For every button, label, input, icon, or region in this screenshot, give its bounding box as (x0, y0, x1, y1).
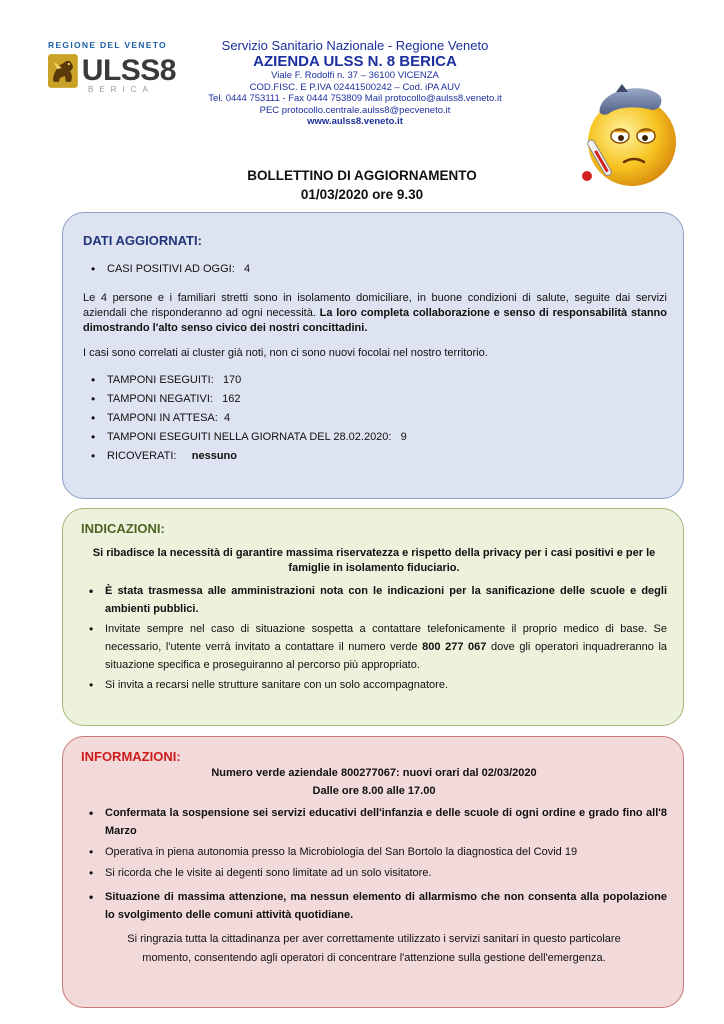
item-value: nessuno (191, 450, 237, 462)
letterhead (190, 38, 520, 127)
dati-paragraph-1 (83, 291, 667, 336)
casi-list (83, 262, 667, 277)
item2-text-a: Invitate sempre nel caso di situazione sospetta a contattare telefonicamente il proprio medico di base. Se necessario, l'utente verrà invitato a contattare il numero verde (105, 623, 667, 653)
indicazioni-intro: Si ribadisce la necessità di garantire massima riservatezza e rispetto della privacy per i casi positivi e per le famiglie in isolamento fiduciario. (92, 547, 656, 574)
dati-aggiornati-box (62, 212, 684, 499)
casi-label: CASI POSITIVI AD OGGI: (107, 263, 235, 275)
indicazioni-list (81, 582, 667, 694)
item-label: TAMPONI ESEGUITI: (107, 374, 214, 386)
informazioni-line-2: Dalle ore 8.00 alle 17.00 (312, 785, 436, 797)
list-item: • Confermata la sospensione sei servizi educativi dell'infanzia e delle scuole di ogni ordine e grado fino all'8 Marzo (81, 804, 667, 840)
item-value: 162 (222, 393, 241, 405)
bulletin-title: BOLLETTINO DI AGGIORNAMENTO (247, 168, 477, 183)
ulss8-logo (48, 40, 176, 100)
logo-region-text: REGIONE DEL VENETO (48, 40, 167, 50)
header-address: Viale F. Rodolfi n. 37 – 36100 VICENZA (271, 70, 439, 81)
dati-heading: DATI AGGIORNATI: (83, 233, 202, 248)
header-fiscal: COD.FISC. E P.IVA 02441500242 – Cod. iPA AUV (249, 81, 461, 93)
item-value: 170 (222, 374, 242, 386)
informazioni-list (81, 804, 667, 924)
header-contacts: Tel. 0444 753111 - Fax 0444 753809 Mail protocollo@aulss8.veneto.it (208, 93, 502, 104)
informazioni-line-1: Numero verde aziendale 800277067: nuovi orari dal 02/03/2020 (211, 767, 537, 779)
informazioni-heading: INFORMAZIONI: (81, 749, 181, 764)
logo-sub: BERICA (88, 85, 154, 94)
dati-paragraph-1-text: Le 4 persone e i familiari stretti sono in isolamento domiciliare, in buone condizioni di salute, seguite dai servizi aziendali che risponderanno ad ogni necessità. (83, 292, 667, 319)
list-item (83, 262, 667, 277)
item-label: TAMPONI ESEGUITI NELLA GIORNATA DEL 28.02.2020: (107, 431, 392, 443)
header-website: www.aulss8.veneto.it (307, 116, 403, 127)
dati-paragraph-1-bold: La loro completa collaborazione e senso di responsabilità stanno dimostrando l'alto senso civico dei nostri concittadini. (83, 307, 667, 334)
list-item (81, 620, 667, 674)
header-line-1: Servizio Sanitario Nazionale - Regione Veneto (221, 38, 489, 53)
list-item: • Si invita a recarsi nelle strutture sanitare con un solo accompagnatore. (81, 676, 667, 694)
tamponi-list (83, 371, 667, 466)
list-item (83, 390, 667, 409)
indicazioni-box (62, 508, 684, 726)
header-org-name: AZIENDA ULSS N. 8 BERICA (253, 53, 457, 70)
header-pec: PEC protocollo.centrale.aulss8@pecveneto.it (259, 104, 451, 116)
list-item (83, 371, 667, 390)
item-label: TAMPONI IN ATTESA: (107, 412, 218, 424)
informazioni-box (62, 736, 684, 1008)
list-item (83, 428, 667, 447)
dati-paragraph-2: I casi sono correlati ai cluster già noti, non ci sono nuovi focolai nel nostro territorio. (83, 347, 488, 359)
list-item: • Operativa in piena autonomia presso la Microbiologia del San Bortolo la diagnostica del Covid 19 (81, 843, 667, 861)
item-label: TAMPONI NEGATIVI: (107, 393, 213, 405)
logo-brand: ULSS8 (81, 54, 176, 87)
list-item: • Situazione di massima attenzione, ma nessun elemento di allarmismo che non consenta alla popolazione lo svolgimento delle comuni attività quotidiane. (81, 888, 667, 924)
bulletin-date: 01/03/2020 ore 9.30 (300, 187, 424, 202)
item-value: 9 (400, 431, 407, 443)
item2-text-b: dove gli operatori inquadreranno la situazione specifica e proseguiranno al percorso più appropriato. (105, 641, 668, 671)
lion-of-saint-mark-icon (48, 54, 78, 88)
casi-value: 4 (243, 263, 251, 275)
list-item (83, 447, 667, 466)
item-value: 4 (223, 412, 231, 424)
item-label: RICOVERATI: (107, 450, 177, 462)
informazioni-closing: Si ringrazia tutta la cittadinanza per aver correttamente utilizzato i servizi sanitari in questo particolare momento, consentendo agli operatori di concentrare l'attenzione sulla gestione dell'emergenza. (127, 933, 621, 964)
list-item (83, 409, 667, 428)
item2-phone: 800 277 067 (422, 641, 487, 653)
list-item: • Si ricorda che le visite ai degenti sono limitate ad un solo visitatore. (81, 864, 667, 882)
indicazioni-heading: INDICAZIONI: (81, 521, 165, 536)
list-item: • È stata trasmessa alle amministrazioni nota con le indicazioni per la sanificazione delle scuole e degli ambienti pubblici. (81, 582, 667, 618)
